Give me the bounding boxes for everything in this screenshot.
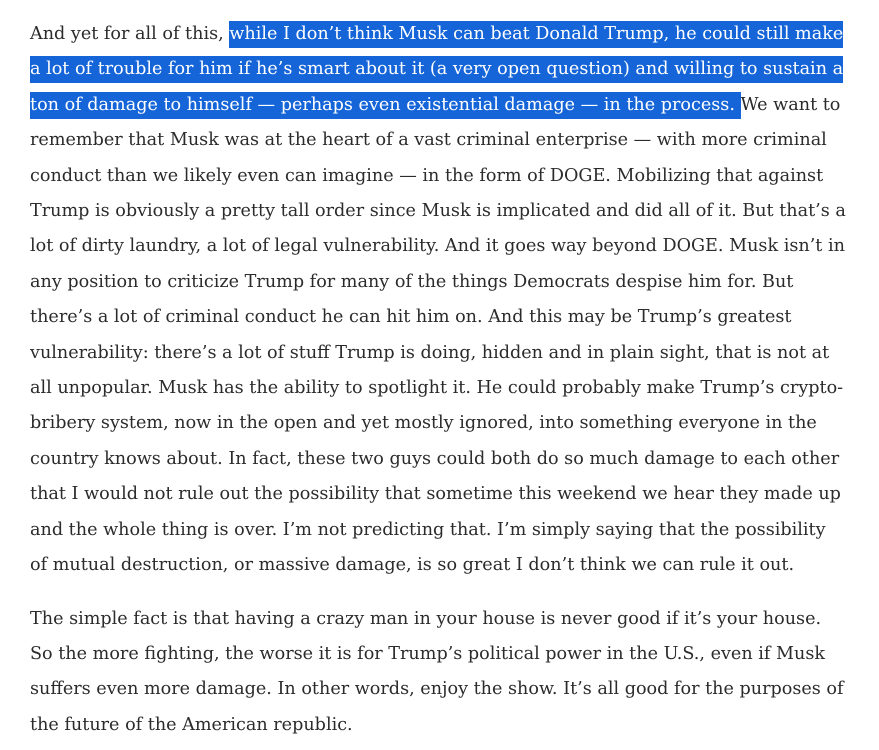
selected-text-highlight[interactable]: while I don’t think Musk can beat Donald Trump, he could still make a lot of trouble for him if he’s smart about it (a very open question) and willing to sustain a ton of damage to himself — perhaps even existential damage — in the process. (30, 21, 843, 119)
paragraph-1-lead-text: And yet for all of this, (30, 24, 230, 44)
article-body (30, 17, 848, 743)
paragraph-1-body-text: We want to remember that Musk was at the heart of a vast criminal enterprise — with more criminal conduct than we likely even can imagine — in the form of DOGE. Mobilizing that against Trump is obviously a pretty tall order since Musk is implicated and did all of it. But that’s a lot of dirty laundry, a lot of legal vulnerability. And it goes way beyond DOGE. Musk isn’t in any position to criticize Trump for many of the things Democrats despise him for. But there’s a lot of criminal conduct he can hit him on. And this may be Trump’s greatest vulnerability: there’s a lot of stuff Trump is doing, hidden and in plain sight, that is not at all unpopular. Musk has the ability to spotlight it. He could probably make Trump’s crypto-bribery system, now in the open and yet mostly ignored, into something everyone in the country knows about. In fact, these two guys could both do so much damage to each other that I would not rule out the possibility that sometime this weekend we hear they made up and the whole thing is over. I’m not predicting that. I’m simply saying that the possibility of mutual destruction, or massive damage, is so great I don’t think we can rule it out. (30, 94, 846, 576)
article-paragraph-1 (30, 17, 848, 584)
article-paragraph-2: The simple fact is that having a crazy man in your house is never good if it’s your house. So the more fighting, the worse it is for Trump’s political power in the U.S., even if Musk suffers even more damage. In other words, enjoy the show. It’s all good for the purposes of the future of the American republic. (30, 608, 844, 735)
